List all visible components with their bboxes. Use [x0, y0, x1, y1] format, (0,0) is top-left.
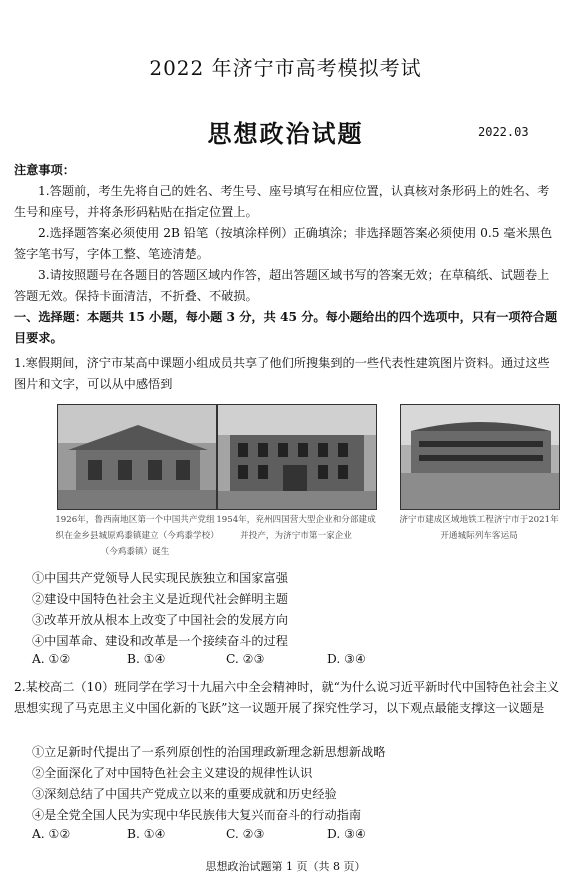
q1-choice-a: A. ①②: [32, 652, 71, 666]
photo-1-caption: 1926年，鲁西南地区第一个中国共产党组织在金乡县城原鸡黍镇建立（今鸡黍学校）（今鸡黍镇）诞生: [55, 515, 215, 557]
notice-heading: 注意事项：: [14, 163, 75, 177]
q2-choice-b: B. ①④: [127, 827, 166, 841]
q2-option-4: ④是全党全国人民为实现中华民族伟大复兴而奋斗的行动指南: [32, 808, 362, 822]
building-photo-2: [217, 404, 377, 510]
q1-option-1: ①中国共产党领导人民实现民族独立和国家富强: [32, 571, 288, 585]
q1-choice-d: D. ③④: [327, 652, 366, 666]
q2-choice-d: D. ③④: [327, 827, 366, 841]
q1-choices: [32, 652, 512, 672]
q2-option-3: ③深刻总结了中国共产党成立以来的重要成就和历史经验: [32, 787, 337, 801]
q1-choice-b: B. ①④: [127, 652, 166, 666]
subject-title: 思想政治试题: [207, 119, 364, 148]
notice-item-1: 1.答题前，考生先将自己的姓名、考生号、座号填写在相应位置，认真核对条形码上的姓名、考生号和座号，并将条形码粘贴在指定位置上。: [14, 184, 550, 219]
section-heading: 一、选择题：本题共 15 小题，每小题 3 分，共 45 分。每小题给出的四个选项中，只有一项符合题目要求。: [14, 310, 558, 345]
photo-2-caption: 1954年，兖州四国营大型企业和分部建成并投产，为济宁市第一家企业: [216, 515, 376, 541]
exam-date: 2022.03: [478, 125, 529, 139]
q2-choices: [32, 827, 512, 847]
building-photo-1: [57, 404, 217, 510]
question-1-stem: 1.寒假期间，济宁市某高中课题小组成员共享了他们所搜集到的一些代表性建筑图片资料。通过这些图片和文字，可以从中感悟到: [14, 356, 550, 391]
building-photo-3: [400, 404, 560, 510]
q1-option-3: ③改革开放从根本上改变了中国社会的发展方向: [32, 613, 288, 627]
notice-item-3: 3.请按照题号在各题目的答题区域内作答，超出答题区域书写的答案无效；在草稿纸、试题卷上答题无效。保持卡面清洁，不折叠、不破损。: [14, 268, 550, 303]
notice-item-2: 2.选择题答案必须使用 2B 铅笔（按填涂样例）正确填涂；非选择题答案必须使用 0.5 毫米黑色签字笔书写，字体工整、笔迹清楚。: [14, 226, 553, 261]
q2-choice-c: C. ②③: [226, 827, 265, 841]
exam-title: 2022 年济宁市高考模拟考试: [149, 56, 422, 80]
q2-choice-a: A. ①②: [32, 827, 71, 841]
page-footer: 思想政治试题第 1 页（共 8 页）: [205, 860, 366, 873]
photo-3-caption: 济宁市建成区域地铁工程济宁市于2021年开通城际列车客运局: [399, 515, 559, 541]
question-2-stem: 2.某校高二（10）班同学在学习十九届六中全会精神时，就“为什么说习近平新时代中国特色社会主义思想实现了马克思主义中国化新的飞跃”这一议题开展了探究性学习，以下观点最能支撑这一议题是: [14, 680, 560, 715]
q1-option-4: ④中国革命、建设和改革是一个接续奋斗的过程: [32, 634, 288, 648]
q2-option-1: ①立足新时代提出了一系列原创性的治国理政新理念新思想新战略: [32, 745, 386, 759]
q2-option-2: ②全面深化了对中国特色社会主义建设的规律性认识: [32, 766, 313, 780]
q1-option-2: ②建设中国特色社会主义是近现代社会鲜明主题: [32, 592, 288, 606]
q1-choice-c: C. ②③: [226, 652, 265, 666]
